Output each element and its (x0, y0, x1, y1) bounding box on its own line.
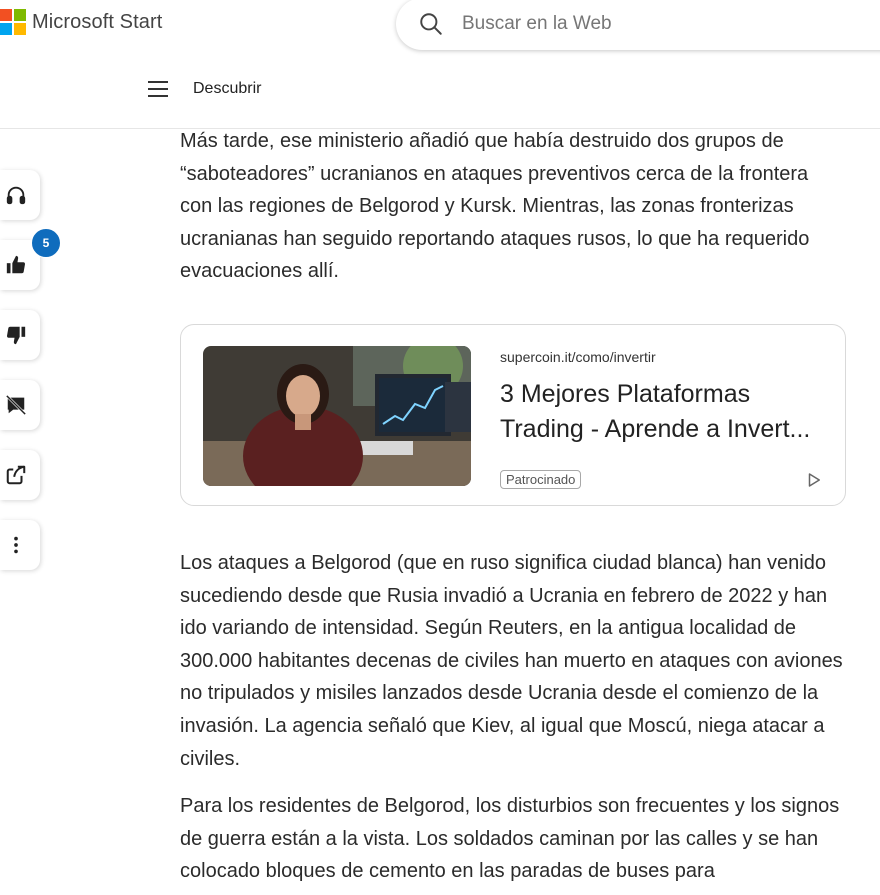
microsoft-logo-icon (0, 9, 26, 35)
sponsored-badge: Patrocinado (500, 470, 581, 489)
more-icon (5, 534, 27, 556)
headphones-icon (5, 184, 27, 206)
more-options-button[interactable] (0, 520, 40, 570)
top-header (0, 0, 880, 129)
article-action-rail (0, 170, 50, 590)
brand-name: Microsoft Start (32, 10, 163, 33)
thumbs-down-icon (5, 324, 27, 346)
like-button[interactable] (0, 236, 50, 290)
article-paragraph: Para los residentes de Belgorod, los disturbios son frecuentes y los signos de guerra están a la vista. Los soldados caminan por las calles y se han colocado bloques de cemento en las paradas de buses para (180, 795, 840, 883)
ad-source-url: supercoin.it/como/invertir (500, 349, 656, 365)
search-input[interactable] (460, 12, 844, 36)
comments-button[interactable] (0, 380, 40, 430)
share-button[interactable] (0, 450, 40, 500)
hamburger-menu-icon[interactable] (148, 81, 168, 97)
article-paragraph: Los ataques a Belgorod (que en ruso significa ciudad blanca) han venido sucediendo desde que Rusia invadió a Ucrania en febrero de 2022 y han ido variando de intensidad. Según Reuters, en la antigua localidad de 300.000 habitantes decenas de civiles han muerto en ataques con aviones no tripulados y misiles lanzados desde Ucrania desde el comienzo de la invasión. La agencia señaló que Kiev, al igual que Moscú, niega atacar a civiles. (180, 552, 843, 770)
article-paragraph: Más tarde, ese ministerio añadió que había destruido dos grupos de “saboteadores” ucranianos en ataques preventivos cerca de la frontera con las regiones de Belgorod y Kursk. Mientras, las zonas fronterizas ucranianas han seguido reportando ataques rusos, lo que ha requerido evacuaciones allí. (180, 130, 810, 283)
search-box[interactable] (396, 0, 880, 50)
ad-title[interactable]: 3 Mejores Plataformas Trading - Aprende a Invert... (500, 380, 811, 443)
ad-choices-icon[interactable] (805, 471, 823, 489)
nav-discover-link[interactable]: Descubrir (193, 80, 262, 97)
likes-count-badge: 5 (31, 228, 61, 258)
nav-bar (148, 80, 261, 98)
comments-off-icon (5, 394, 27, 416)
microsoft-start-logo[interactable] (0, 9, 162, 35)
thumbs-up-icon (5, 254, 27, 276)
article-body-bottom (180, 547, 845, 888)
listen-button[interactable] (0, 170, 40, 220)
share-icon (5, 464, 27, 486)
search-icon[interactable] (418, 11, 444, 37)
article-body-top (180, 125, 845, 288)
sponsored-ad-card[interactable] (180, 324, 846, 506)
dislike-button[interactable] (0, 310, 40, 360)
ad-thumbnail-image[interactable] (203, 346, 471, 486)
